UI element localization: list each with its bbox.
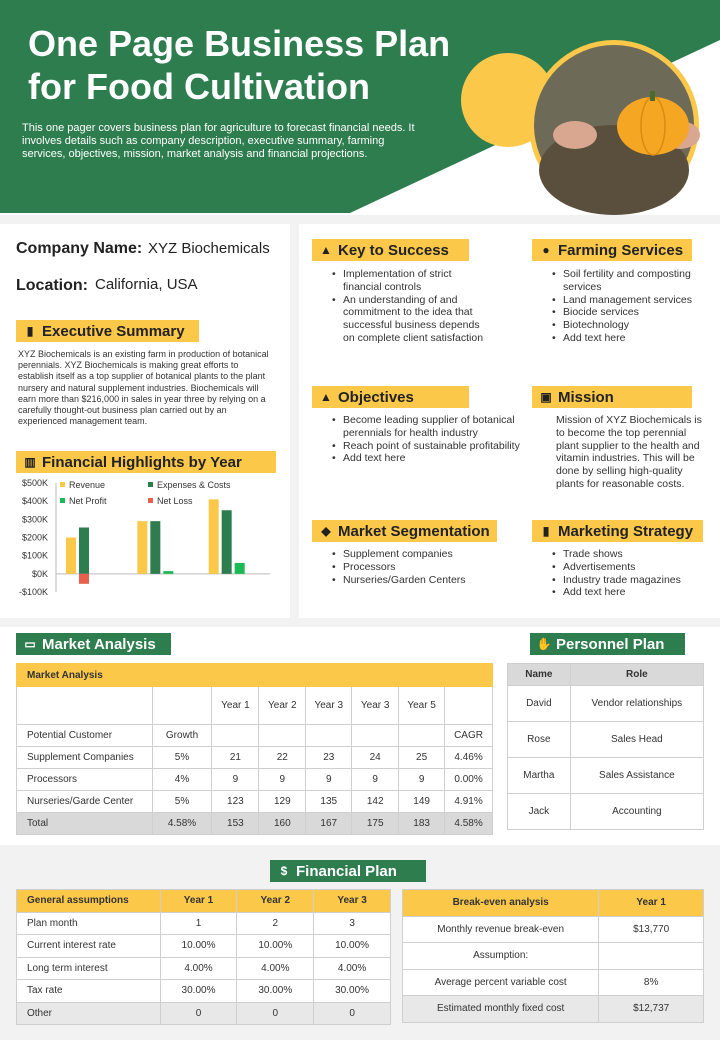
table-row [508, 758, 704, 794]
column-header: Year 1 [599, 890, 704, 917]
row-header: Total [17, 813, 153, 835]
table-cell: 149 [399, 791, 445, 813]
farming-services-list [552, 268, 702, 345]
bar-expenses [150, 521, 160, 574]
table-cell: 175 [352, 813, 399, 835]
bar-net-profit [163, 571, 173, 574]
page-title: One Page Business Plan for Food Cultivation [28, 23, 451, 107]
monitor-icon: ▭ [24, 637, 36, 651]
company-name-value: XYZ Biochemicals [148, 240, 270, 257]
key-to-success-heading [312, 239, 469, 261]
row-header: Long term interest [17, 957, 161, 980]
table-row [508, 686, 704, 722]
bar-revenue [137, 521, 147, 574]
hand-icon: ✋ [536, 637, 552, 651]
table-cell: 9 [259, 769, 306, 791]
column-header: Year 3 [314, 890, 391, 913]
list-item: • Nurseries/Garden Centers [332, 574, 512, 587]
table-cell: 4% [152, 769, 212, 791]
row-header: Potential Customer [17, 725, 153, 747]
mountain-flag-icon: ▲ [320, 390, 332, 404]
table-row [403, 969, 704, 996]
table-cell: Rose [508, 722, 571, 758]
marketing-strategy-title: Marketing Strategy [558, 522, 694, 540]
market-analysis-heading [16, 633, 171, 655]
list-item: • Add text here [332, 452, 532, 465]
table-cell: 160 [259, 813, 306, 835]
row-header: Supplement Companies [17, 747, 153, 769]
row-header: Nurseries/Garde Center [17, 791, 153, 813]
list-item: • Implementation of strict financial controls [332, 268, 492, 294]
y-tick-label: $100K [21, 550, 48, 561]
table-cell: Sales Head [570, 722, 703, 758]
table-cell: Accounting [570, 794, 703, 830]
financial-plan-title: Financial Plan [296, 862, 397, 880]
table-row [17, 747, 493, 769]
presentation-icon: ▣ [540, 390, 552, 404]
table-cell: 22 [259, 747, 306, 769]
column-header: Role [570, 664, 703, 686]
table-cell: 30.00% [314, 980, 391, 1003]
general-assumptions-table [16, 889, 391, 1025]
column-header: Year 1 [212, 687, 259, 725]
pumpkin-stem [650, 91, 655, 101]
table-cell: 0.00% [445, 769, 493, 791]
column-header: Year 3 [352, 687, 399, 725]
market-analysis-title: Market Analysis [42, 635, 156, 653]
objectives-list [332, 414, 532, 465]
company-name-label: Company Name: [16, 240, 143, 257]
table-cell [352, 725, 399, 747]
table-cell: 123 [212, 791, 259, 813]
marketing-strategy-list [552, 548, 702, 599]
table-cell: $13,770 [599, 916, 704, 943]
table-cell: 4.00% [237, 957, 314, 980]
table-cell: 9 [306, 769, 352, 791]
location-label: Location: [16, 277, 88, 294]
market-segmentation-heading [312, 520, 497, 542]
photo-hand-left [553, 121, 597, 149]
column-header: Year 1 [160, 890, 237, 913]
row-header: Plan month [17, 912, 161, 935]
row-header: Current interest rate [17, 935, 161, 958]
table-cell [152, 687, 212, 725]
table-cell: 5% [152, 747, 212, 769]
personnel-plan-title: Personnel Plan [556, 635, 665, 653]
table-cell: Jack [508, 794, 571, 830]
header [0, 0, 720, 215]
row-header: Estimated monthly fixed cost [403, 996, 599, 1023]
table-cell: David [508, 686, 571, 722]
table-cell: 167 [306, 813, 352, 835]
table-cell: 4.91% [445, 791, 493, 813]
chart-icon: ▥ [24, 455, 36, 469]
executive-summary-title: Executive Summary [42, 322, 185, 340]
list-item: • Reach point of sustainable profitability [332, 440, 532, 453]
legend-swatch [148, 482, 153, 487]
list-item: • Biotechnology [552, 319, 702, 332]
bar-net-profit [235, 563, 245, 574]
bar-expenses [222, 510, 232, 574]
book-icon: ▮ [26, 324, 34, 338]
y-tick-label: $200K [21, 532, 48, 543]
market-panel [0, 627, 720, 845]
column-header: Year 2 [259, 687, 306, 725]
table-cell [212, 725, 259, 747]
legend-swatch [60, 482, 65, 487]
location-value: California, USA [95, 276, 198, 293]
total-row [17, 813, 493, 835]
table-cell: 4.00% [314, 957, 391, 980]
financial-highlights-heading [16, 451, 276, 473]
list-item: • Supplement companies [332, 548, 512, 561]
objectives-heading [312, 386, 469, 408]
market-segmentation-title: Market Segmentation [338, 522, 490, 540]
personnel-plan-table [507, 663, 704, 830]
legend-label: Expenses & Costs [157, 480, 231, 490]
table-cell: 21 [212, 747, 259, 769]
legend-swatch [148, 498, 153, 503]
table-cell: 10.00% [237, 935, 314, 958]
row-header: Other [17, 1002, 161, 1025]
financial-plan-panel [0, 852, 720, 1040]
table-cell: 9 [212, 769, 259, 791]
legend-label: Net Loss [157, 496, 193, 506]
page-description: This one pager covers business plan for agriculture to forecast financial needs. It involves details such as company description, executive summary, farming services, objectives, mission, market analysis and financial projections. [22, 122, 415, 160]
table-cell [399, 725, 445, 747]
bar-revenue [209, 499, 219, 573]
table-cell: 24 [352, 747, 399, 769]
farming-services-heading [532, 239, 692, 261]
table-row [17, 980, 391, 1003]
list-item: • Advertisements [552, 561, 702, 574]
table-cell: $12,737 [599, 996, 704, 1023]
row-header: Tax rate [17, 980, 161, 1003]
market-analysis-table [16, 663, 493, 835]
table-cell: 3 [314, 912, 391, 935]
table-row [17, 935, 391, 958]
list-item: • Biocide services [552, 306, 702, 319]
mission-title: Mission [558, 388, 614, 406]
y-tick-label: $300K [21, 514, 48, 525]
column-header: Name [508, 664, 571, 686]
key-to-success-title: Key to Success [338, 241, 449, 259]
mission-text: Mission of XYZ Biochemicals is to become the top perennial plant supplier to the health and vitamin industries. This will be done by selling high-quality plants for reasonable costs. [556, 414, 702, 490]
executive-summary-heading [16, 320, 199, 342]
table-cell: 10.00% [314, 935, 391, 958]
row-header: Processors [17, 769, 153, 791]
table-cell [445, 687, 493, 725]
list-item: • Soil fertility and composting services [552, 268, 702, 294]
list-item: • Add text here [552, 586, 702, 599]
column-header: General assumptions [17, 890, 161, 913]
table-cell: 2 [237, 912, 314, 935]
table-cell [306, 725, 352, 747]
legend-swatch [60, 498, 65, 503]
pumpkin-icon [617, 97, 689, 155]
table-cell: 0 [314, 1002, 391, 1025]
table-cell: 129 [259, 791, 306, 813]
bar-expenses [79, 528, 89, 574]
market-segmentation-list [332, 548, 512, 586]
table-cell: Sales Assistance [570, 758, 703, 794]
table-cell: 4.46% [445, 747, 493, 769]
table-cell: Martha [508, 758, 571, 794]
key-to-success-list [332, 268, 492, 345]
column-header: CAGR [445, 725, 493, 747]
table-cell [17, 687, 153, 725]
bar-net-loss [79, 574, 89, 584]
column-header: Year 5 [399, 687, 445, 725]
list-item: • Add text here [552, 332, 702, 345]
market-analysis-table-title: Market Analysis [17, 664, 493, 687]
table-cell: 4.00% [160, 957, 237, 980]
list-item: • Trade shows [552, 548, 702, 561]
column-header: Break-even analysis [403, 890, 599, 917]
table-row [17, 957, 391, 980]
table-row [403, 996, 704, 1023]
legend-label: Revenue [69, 480, 106, 490]
table-cell: 183 [399, 813, 445, 835]
y-tick-label: -$100K [18, 587, 48, 597]
table-row [508, 722, 704, 758]
clipboard-icon: ▮ [542, 524, 550, 538]
table-row [508, 794, 704, 830]
table-cell: 23 [306, 747, 352, 769]
mission-heading [532, 386, 692, 408]
list-item: • Become leading supplier of botanical perennials for health industry [332, 414, 532, 440]
objectives-title: Objectives [338, 388, 414, 406]
y-tick-label: $400K [21, 496, 48, 507]
table-cell: 9 [352, 769, 399, 791]
table-cell: 5% [152, 791, 212, 813]
table-row [403, 916, 704, 943]
marketing-strategy-heading [532, 520, 703, 542]
legend-label: Net Profit [69, 496, 107, 506]
table-cell [599, 943, 704, 970]
row-header: Assumption: [403, 943, 599, 970]
financial-highlights-title: Financial Highlights by Year [42, 453, 242, 471]
table-cell: 135 [306, 791, 352, 813]
row-header: Average percent variable cost [403, 969, 599, 996]
money-bag-icon: $ [280, 864, 288, 878]
executive-summary-text: XYZ Biochemicals is an existing farm in production of botanical perennials. XYZ Biochemicals is making great efforts to establish itself as a top supplier of botanical plants to the plant nursery and natural supplement industries. Biochemicals will earn more than $216,000 in sales in year three by relying on a carefully thought-out business plan carried out by an experienced management team. [18, 349, 269, 427]
financial-plan-heading [270, 860, 426, 882]
table-cell: Vendor relationships [570, 686, 703, 722]
list-item: • Processors [332, 561, 512, 574]
y-tick-label: $0K [31, 568, 48, 579]
growth-chart-icon: ▲ [320, 243, 332, 257]
table-cell: 4.58% [445, 813, 493, 835]
company-panel [0, 224, 290, 618]
column-header: Growth [152, 725, 212, 747]
table-cell: 30.00% [160, 980, 237, 1003]
strategy-panel [299, 224, 720, 618]
table-cell: 9 [399, 769, 445, 791]
table-cell [259, 725, 306, 747]
table-row [403, 943, 704, 970]
list-item: • Industry trade magazines [552, 574, 702, 587]
column-header: Year 3 [306, 687, 352, 725]
table-cell: 4.58% [152, 813, 212, 835]
financial-highlights-chart [0, 479, 290, 629]
bar-revenue [66, 538, 76, 574]
table-row [17, 1002, 391, 1025]
handshake-icon: ◆ [321, 524, 331, 538]
personnel-plan-heading [530, 633, 685, 655]
table-cell: 25 [399, 747, 445, 769]
table-cell: 0 [237, 1002, 314, 1025]
break-even-table [402, 889, 704, 1023]
list-item: • An understanding of and commitment to the idea that successful business depends on complete client satisfaction [332, 294, 492, 345]
table-row [17, 912, 391, 935]
table-cell: 30.00% [237, 980, 314, 1003]
table-cell: 142 [352, 791, 399, 813]
column-header: Year 2 [237, 890, 314, 913]
table-cell: 10.00% [160, 935, 237, 958]
table-cell: 1 [160, 912, 237, 935]
table-row [17, 769, 493, 791]
table-cell: 0 [160, 1002, 237, 1025]
farmer-icon: ● [542, 243, 550, 257]
farming-services-title: Farming Services [558, 241, 684, 259]
y-tick-label: $500K [21, 479, 48, 488]
table-cell: 8% [599, 969, 704, 996]
list-item: • Land management services [552, 294, 702, 307]
table-cell: 153 [212, 813, 259, 835]
row-header: Monthly revenue break-even [403, 916, 599, 943]
table-row [17, 791, 493, 813]
